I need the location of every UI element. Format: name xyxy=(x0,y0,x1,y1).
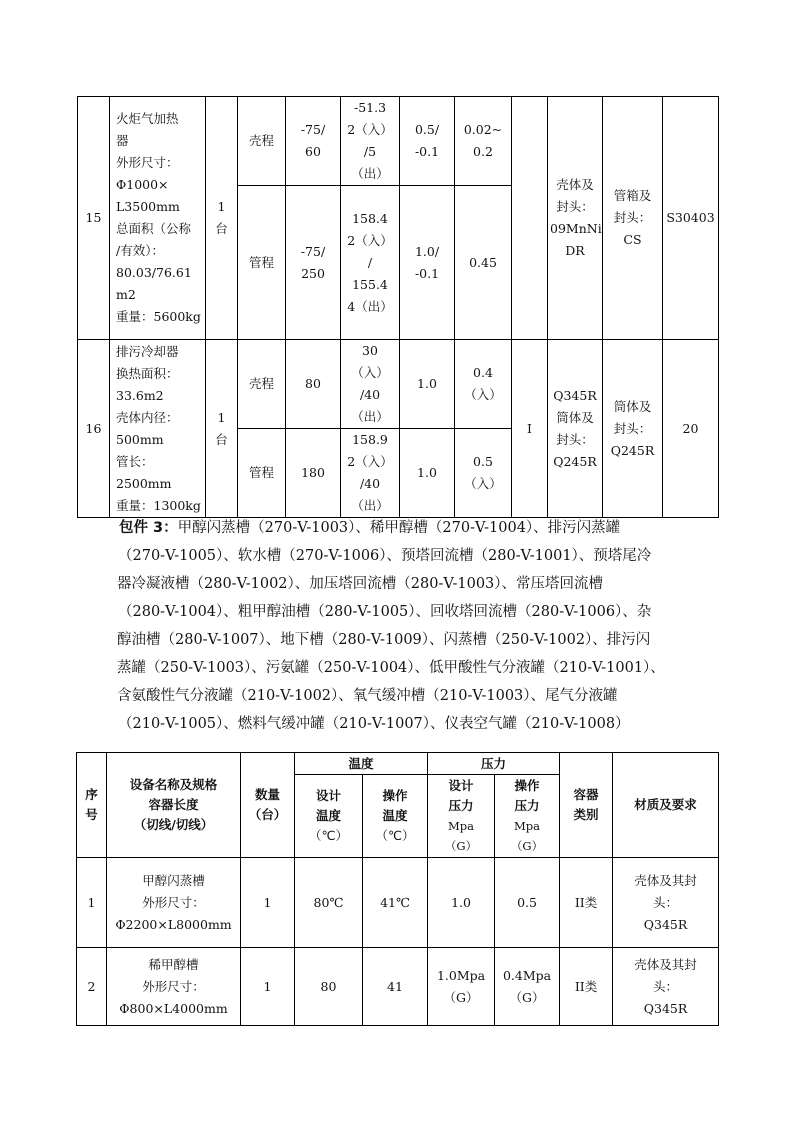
paragraph-line: 蒸罐（250-V-1003）、污氨罐（250-V-1004）、低甲酸性气分液罐（210-V-1001）、 xyxy=(117,660,665,676)
design-pressure: 1.0/ -0.1 xyxy=(400,186,455,340)
paragraph-line: （210-V-1005）、燃料气缓冲罐（210-V-1007）、仪表空气罐（210-V-1008） xyxy=(118,716,630,732)
vessel-class: I xyxy=(512,340,548,518)
header-name: 设备名称及规格 容器长度 （切线/切线） xyxy=(107,753,241,858)
op-temp: 158.9 2（入） /40 （出） xyxy=(341,429,400,518)
equipment-name: 火炬气加热 器 外形尺寸： Φ1000× L3500mm 总面积（公称 /有效）： 80.03/76.61 m2 重量：5600kg xyxy=(110,97,206,340)
quantity: 1 xyxy=(241,948,295,1026)
op-pressure: 0.5 （入） xyxy=(455,429,512,518)
quantity: 1 xyxy=(241,858,295,948)
side-label: 管程 xyxy=(238,429,286,518)
design-temp: 80 xyxy=(286,340,341,429)
quantity: 1 台 xyxy=(206,340,238,518)
material-1: Q345R 筒体及 封头： Q245R xyxy=(548,340,603,518)
material-3: 20 xyxy=(663,340,719,518)
item-number: 2 xyxy=(77,948,107,1026)
design-temp: -75/ 60 xyxy=(286,97,341,186)
design-pressure: 0.5/ -0.1 xyxy=(400,97,455,186)
op-pressure: 0.4 （入） xyxy=(455,340,512,429)
paragraph-line: 器冷凝液槽（280-V-1002）、加压塔回流槽（280-V-1003）、常压塔回流槽 xyxy=(117,576,604,592)
op-temp: 158.4 2（入） / 155.4 4（出） xyxy=(341,186,400,340)
op-pressure: 0.02~ 0.2 xyxy=(455,97,512,186)
equipment-name: 排污冷却器 换热面积： 33.6m2 壳体内径： 500mm 管长：2500mm 重量：1300kg xyxy=(110,340,206,518)
header-design-temp: 设计 温度 （℃） xyxy=(295,775,363,858)
paragraph-line: （280-V-1004）、粗甲醇油槽（280-V-1005）、回收塔回流槽（280-V-1006）、杂 xyxy=(118,604,652,620)
op-pressure: 0.45 xyxy=(455,186,512,340)
item-number: 1 xyxy=(77,858,107,948)
op-pressure: 0.4Mpa （G） xyxy=(495,948,560,1026)
package-text: 甲醇闪蒸槽（270-V-1003）、稀甲醇槽（270-V-1004）、排污闪蒸罐 xyxy=(177,520,621,536)
heat-exchanger-table xyxy=(77,96,719,518)
side-label: 壳程 xyxy=(238,340,286,429)
material: 壳体及其封 头： Q345R xyxy=(613,948,719,1026)
quantity: 1 台 xyxy=(206,97,238,340)
op-temp: -51.3 2（入） /5 （出） xyxy=(341,97,400,186)
paragraph-line: （270-V-1005）、软水槽（270-V-1006）、预塔回流槽（280-V-1001）、预塔尾冷 xyxy=(118,548,652,564)
design-temp: 80℃ xyxy=(295,858,363,948)
header-op-temp: 操作 温度 （℃） xyxy=(363,775,428,858)
package-label: 包件 3： xyxy=(119,520,178,536)
header-class: 容器 类别 xyxy=(560,753,613,858)
material-2: 筒体及 封头： Q245R xyxy=(603,340,663,518)
material-2: 管箱及 封头： CS xyxy=(603,97,663,340)
item-number: 16 xyxy=(78,340,110,518)
vessel-class: II类 xyxy=(560,948,613,1026)
header-temperature: 温度 xyxy=(295,753,428,775)
design-temp: 180 xyxy=(286,429,341,518)
vessel-table xyxy=(76,752,719,1026)
header-pressure: 压力 xyxy=(428,753,560,775)
vessel-class: II类 xyxy=(560,858,613,948)
design-temp: -75/ 250 xyxy=(286,186,341,340)
equipment-name: 甲醇闪蒸槽 外形尺寸： Φ2200×L8000mm xyxy=(107,858,241,948)
paragraph-line: 醇油槽（280-V-1007）、地下槽（280-V-1009）、闪蒸槽（250-V-1002）、排污闪 xyxy=(117,632,651,648)
side-label: 壳程 xyxy=(238,97,286,186)
header-qty: 数量 （台） xyxy=(241,753,295,858)
op-temp: 41 xyxy=(363,948,428,1026)
material-3: S30403 xyxy=(663,97,719,340)
design-pressure: 1.0 xyxy=(400,429,455,518)
item-number: 15 xyxy=(78,97,110,340)
op-pressure: 0.5 xyxy=(495,858,560,948)
op-temp: 41℃ xyxy=(363,858,428,948)
header-design-pressure: 设计 压力 Mpa （G） xyxy=(428,775,495,858)
header-no: 序 号 xyxy=(77,753,107,858)
header-op-pressure: 操作 压力 Mpa （G） xyxy=(495,775,560,858)
paragraph-line xyxy=(119,516,620,537)
vessel-class xyxy=(512,97,548,340)
design-pressure: 1.0Mpa （G） xyxy=(428,948,495,1026)
equipment-name: 稀甲醇槽 外形尺寸： Φ800×L4000mm xyxy=(107,948,241,1026)
design-temp: 80 xyxy=(295,948,363,1026)
design-pressure: 1.0 xyxy=(428,858,495,948)
material: 壳体及其封 头： Q345R xyxy=(613,858,719,948)
paragraph-line: 含氨酸性气分液罐（210-V-1002）、氧气缓冲槽（210-V-1003）、尾气分液罐 xyxy=(117,688,618,704)
header-material: 材质及要求 xyxy=(613,753,719,858)
material-1: 壳体及 封头： 09MnNi DR xyxy=(548,97,603,340)
op-temp: 30 （入） /40 （出） xyxy=(341,340,400,429)
side-label: 管程 xyxy=(238,186,286,340)
design-pressure: 1.0 xyxy=(400,340,455,429)
